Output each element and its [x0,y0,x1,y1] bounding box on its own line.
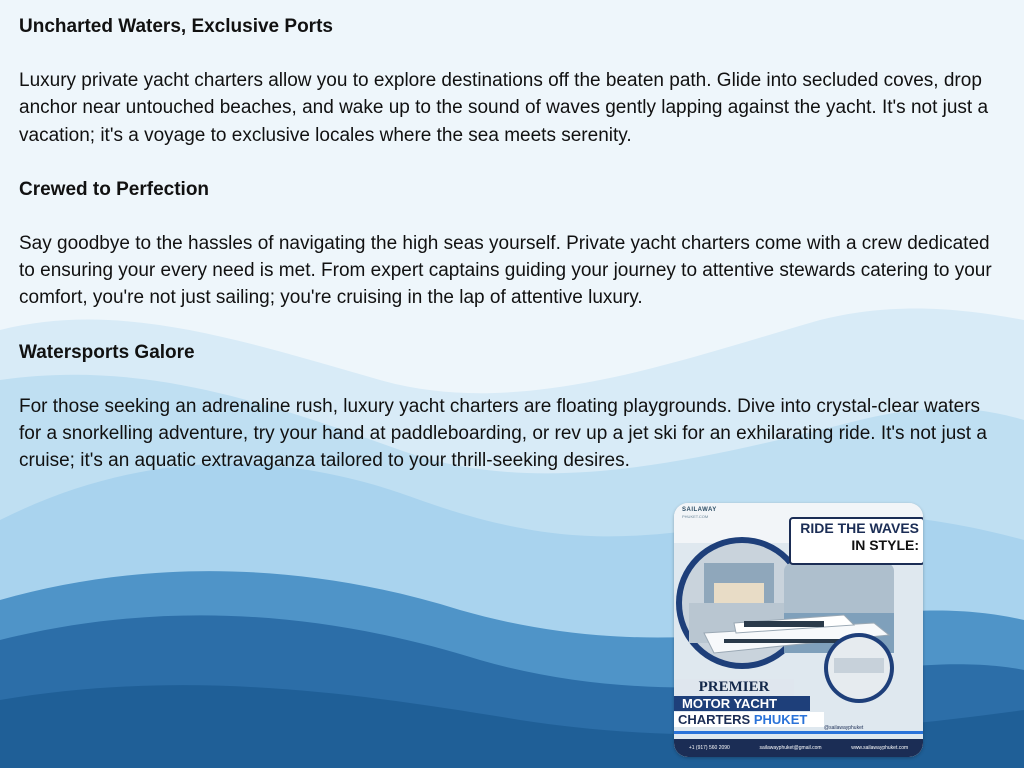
section-heading: Uncharted Waters, Exclusive Ports [19,16,333,37]
promo-headline-line1: RIDE THE WAVES [800,520,919,536]
social-handle: @sailawayphuket [824,725,864,731]
website-address: www.sailawayphuket.com [851,745,909,751]
promo-headline-line2: IN STYLE: [851,537,919,553]
promo-tag-line3-b: PHUKET [753,712,808,727]
promo-tag-line1: PREMIER [674,679,794,696]
section-heading: Watersports Galore [19,341,195,363]
promo-tag-line3-a: CHARTERS [678,712,751,727]
brand-logo-subtext: PHUKET.COM [682,514,709,519]
promo-tag-line3 [674,712,824,727]
section-heading: Crewed to Perfection [19,178,210,200]
email-address: sailawayphuket@gmail.com [759,745,822,751]
article-body [19,13,999,501]
section-paragraph: For those seeking an adrenaline rush, luxury yacht charters are floating playgrounds. Dive into crystal-clear waters for a snorkelling adventure, try your hand at paddleboarding, or rev up a jet ski for an exhilarating ride. It's not just a cruise; it's an aquatic extravaganza tailored to your thrill-seeking desires. [19,395,987,472]
contact-bar [674,739,923,757]
promo-tag-line2: MOTOR YACHT [674,696,810,711]
phone-number: +1 (917) 560 2090 [688,745,730,751]
section-paragraph: Say goodbye to the hassles of navigating the high seas yourself. Private yacht charters come with a crew dedicated to ensuring your every need is met. From expert captains guiding your journey to attentive stewards catering to your comfort, you're not just sailing; you're cruising in the lap of attentive luxury. [19,233,992,309]
promo-image [674,503,923,757]
brand-logo-text: SAILAWAY [682,507,717,513]
section-paragraph: Luxury private yacht charters allow you to explore destinations off the beaten path. Glide into secluded coves, drop anchor near untouched beaches, and wake up to the sound of waves gently lapping against the yacht. It's not just a vacation; it's a voyage to exclusive locales where the sea meets serenity. [19,70,989,146]
